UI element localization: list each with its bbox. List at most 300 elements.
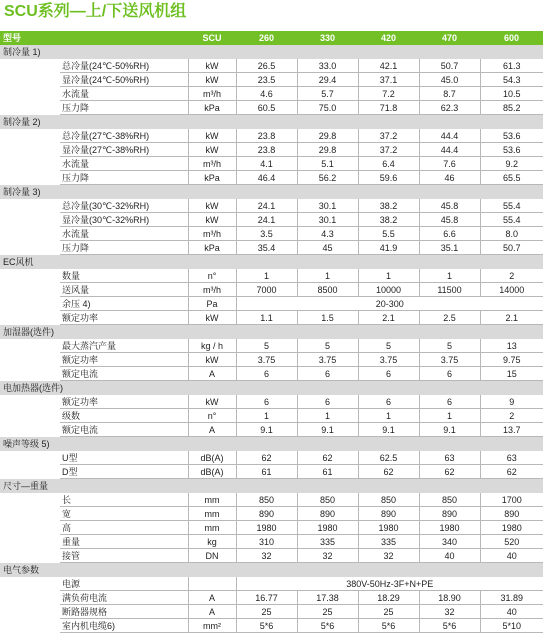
section-title: 电气参数: [0, 563, 543, 578]
row-value: 62.3: [419, 101, 480, 115]
row-value: 7.6: [419, 157, 480, 171]
row-value: 6: [297, 395, 358, 409]
row-indent: [0, 241, 60, 255]
spec-table: [0, 31, 543, 633]
row-unit: Pa: [188, 297, 236, 311]
row-value-merged: 380V-50Hz-3F+N+PE: [236, 577, 543, 591]
row-value: 1980: [236, 521, 297, 535]
table-row: [0, 339, 543, 353]
row-value: 3.75: [236, 353, 297, 367]
section-header: [0, 45, 543, 59]
row-value: 23.8: [236, 129, 297, 143]
row-indent: [0, 101, 60, 115]
row-value: 2.1: [480, 311, 543, 325]
row-value: 61: [236, 465, 297, 479]
row-unit: mm²: [188, 619, 236, 633]
header-unit-label: SCU: [188, 31, 236, 45]
row-value: 55.4: [480, 213, 543, 227]
row-value: 17.38: [297, 591, 358, 605]
table-row: [0, 241, 543, 255]
row-value: 35.4: [236, 241, 297, 255]
row-label: 额定功率: [60, 353, 188, 367]
section-title: 尺寸—重量: [0, 479, 543, 494]
row-indent: [0, 507, 60, 521]
table-row: [0, 535, 543, 549]
row-indent: [0, 395, 60, 409]
row-value: 54.3: [480, 73, 543, 87]
row-value: 62.5: [358, 451, 419, 465]
row-value: 5*6: [419, 619, 480, 633]
section-header: [0, 185, 543, 200]
row-value: 10.5: [480, 87, 543, 101]
row-value: 850: [236, 493, 297, 507]
row-value: 32: [236, 549, 297, 563]
row-unit: kW: [188, 73, 236, 87]
row-value: 6: [236, 395, 297, 409]
row-unit: kPa: [188, 101, 236, 115]
row-value: 53.6: [480, 129, 543, 143]
row-value: 1: [236, 269, 297, 283]
table-row: [0, 465, 543, 479]
row-value: 6: [358, 395, 419, 409]
row-value: 37.1: [358, 73, 419, 87]
section-title: 制冷量 3): [0, 185, 543, 200]
row-value: 850: [419, 493, 480, 507]
row-value: 2: [480, 269, 543, 283]
row-value: 63: [480, 451, 543, 465]
row-value: 18.29: [358, 591, 419, 605]
section-header: [0, 115, 543, 130]
row-indent: [0, 297, 60, 311]
table-row: [0, 87, 543, 101]
row-label: 断路器规格: [60, 605, 188, 619]
row-value: 890: [236, 507, 297, 521]
row-value: 9.1: [236, 423, 297, 437]
section-title: 加湿器(选件): [0, 325, 543, 340]
row-label: 重量: [60, 535, 188, 549]
table-row: [0, 409, 543, 423]
row-label: 额定功率: [60, 311, 188, 325]
row-value: 7000: [236, 283, 297, 297]
row-indent: [0, 465, 60, 479]
row-unit: kW: [188, 395, 236, 409]
row-value: 6.4: [358, 157, 419, 171]
row-value: 310: [236, 535, 297, 549]
row-value: 9.1: [358, 423, 419, 437]
row-value: 13: [480, 339, 543, 353]
row-unit: dB(A): [188, 451, 236, 465]
row-label: U型: [60, 451, 188, 465]
row-indent: [0, 311, 60, 325]
row-value: 35.1: [419, 241, 480, 255]
row-label: 额定电流: [60, 367, 188, 381]
row-value: 1700: [480, 493, 543, 507]
table-row: [0, 101, 543, 115]
section-title: 噪声等级 5): [0, 437, 543, 452]
row-indent: [0, 353, 60, 367]
row-label: 压力降: [60, 241, 188, 255]
row-value: 14000: [480, 283, 543, 297]
table-row: [0, 129, 543, 143]
row-unit: kPa: [188, 171, 236, 185]
row-value: 26.5: [236, 59, 297, 73]
section-title: 制冷量 2): [0, 115, 543, 130]
table-row: [0, 493, 543, 507]
spec-table-container: [0, 31, 543, 633]
row-value: 62: [236, 451, 297, 465]
page-title: SCU系列—上/下送风机组: [4, 3, 187, 20]
row-label: 高: [60, 521, 188, 535]
table-row: [0, 311, 543, 325]
row-value: 85.2: [480, 101, 543, 115]
row-value: 37.2: [358, 143, 419, 157]
row-value: 23.5: [236, 73, 297, 87]
row-value: 5.7: [297, 87, 358, 101]
row-value: 55.4: [480, 199, 543, 213]
row-value: 44.4: [419, 129, 480, 143]
header-model: 600: [480, 31, 543, 45]
row-value: 46: [419, 171, 480, 185]
row-value: 56.2: [297, 171, 358, 185]
header-model: 260: [236, 31, 297, 45]
row-value: 6: [297, 367, 358, 381]
row-value: 30.1: [297, 213, 358, 227]
table-row: [0, 619, 543, 633]
row-value: 1: [419, 269, 480, 283]
row-value: 62: [419, 465, 480, 479]
row-value: 10000: [358, 283, 419, 297]
row-value: 61: [297, 465, 358, 479]
row-indent: [0, 367, 60, 381]
table-row: [0, 269, 543, 283]
row-value: 25: [236, 605, 297, 619]
row-value: 520: [480, 535, 543, 549]
row-value: 5: [419, 339, 480, 353]
row-value: 340: [419, 535, 480, 549]
row-value: 5.1: [297, 157, 358, 171]
header-model: 470: [419, 31, 480, 45]
row-indent: [0, 409, 60, 423]
row-indent: [0, 577, 60, 591]
row-value: 25: [297, 605, 358, 619]
row-unit: kPa: [188, 241, 236, 255]
row-value: 32: [297, 549, 358, 563]
row-unit: dB(A): [188, 465, 236, 479]
section-header: [0, 437, 543, 452]
row-label: 显冷量(24℃-50%RH): [60, 73, 188, 87]
row-indent: [0, 213, 60, 227]
row-value: 32: [419, 605, 480, 619]
row-label: 电源: [60, 577, 188, 591]
row-value: 29.8: [297, 143, 358, 157]
row-value: 38.2: [358, 199, 419, 213]
row-value: 41.9: [358, 241, 419, 255]
row-indent: [0, 171, 60, 185]
table-row: [0, 157, 543, 171]
row-value: 8.7: [419, 87, 480, 101]
row-value: 59.6: [358, 171, 419, 185]
row-label: 压力降: [60, 171, 188, 185]
row-value: 24.1: [236, 213, 297, 227]
row-value: 5: [236, 339, 297, 353]
row-value: 42.1: [358, 59, 419, 73]
row-label: 级数: [60, 409, 188, 423]
row-label: 满负荷电流: [60, 591, 188, 605]
row-value: 29.4: [297, 73, 358, 87]
row-indent: [0, 143, 60, 157]
row-value: 62: [358, 465, 419, 479]
row-unit: m³/h: [188, 227, 236, 241]
row-value: 1: [297, 409, 358, 423]
row-label: 额定功率: [60, 395, 188, 409]
row-unit: n°: [188, 269, 236, 283]
row-value: 8.0: [480, 227, 543, 241]
row-label: 室内机电缆6): [60, 619, 188, 633]
row-unit: A: [188, 423, 236, 437]
row-label: 总冷量(30℃-32%RH): [60, 199, 188, 213]
table-row: [0, 591, 543, 605]
row-value: 75.0: [297, 101, 358, 115]
row-value: 1980: [358, 521, 419, 535]
row-value: 1: [297, 269, 358, 283]
row-value: 1.5: [297, 311, 358, 325]
row-value: 7.2: [358, 87, 419, 101]
row-value: 6.6: [419, 227, 480, 241]
row-unit: mm: [188, 507, 236, 521]
row-value: 16.77: [236, 591, 297, 605]
table-row: [0, 143, 543, 157]
row-value: 45.8: [419, 199, 480, 213]
section-header: [0, 381, 543, 396]
table-row: [0, 507, 543, 521]
row-value: 65.5: [480, 171, 543, 185]
row-unit: kW: [188, 311, 236, 325]
row-value: 62: [480, 465, 543, 479]
section-header: [0, 255, 543, 270]
row-value: 33.0: [297, 59, 358, 73]
row-unit: kW: [188, 213, 236, 227]
row-unit: kg / h: [188, 339, 236, 353]
row-value: 30.1: [297, 199, 358, 213]
row-value: 46.4: [236, 171, 297, 185]
row-value: 850: [297, 493, 358, 507]
row-value: 5*10: [480, 619, 543, 633]
row-value: 5*6: [297, 619, 358, 633]
table-row: [0, 395, 543, 409]
row-value: 5.5: [358, 227, 419, 241]
row-label: 最大蒸汽产量: [60, 339, 188, 353]
row-indent: [0, 549, 60, 563]
row-unit: mm: [188, 521, 236, 535]
row-value: 29.8: [297, 129, 358, 143]
row-label: 数量: [60, 269, 188, 283]
row-value: 9.75: [480, 353, 543, 367]
row-value: 9: [480, 395, 543, 409]
row-value: 45.8: [419, 213, 480, 227]
table-row: [0, 353, 543, 367]
row-unit: kW: [188, 59, 236, 73]
row-label: 总冷量(27℃-38%RH): [60, 129, 188, 143]
row-value: 6: [236, 367, 297, 381]
row-value: 5*6: [236, 619, 297, 633]
row-value: 8500: [297, 283, 358, 297]
row-value: 890: [480, 507, 543, 521]
row-value: 4.3: [297, 227, 358, 241]
row-value: 1: [236, 409, 297, 423]
row-unit: kW: [188, 199, 236, 213]
row-value: 9.1: [419, 423, 480, 437]
row-value: 50.7: [480, 241, 543, 255]
row-value: 37.2: [358, 129, 419, 143]
row-value: 45.0: [419, 73, 480, 87]
row-unit: kW: [188, 129, 236, 143]
row-value: 1: [358, 409, 419, 423]
row-value: 71.8: [358, 101, 419, 115]
row-value: 3.5: [236, 227, 297, 241]
row-value: 40: [419, 549, 480, 563]
row-value: 60.5: [236, 101, 297, 115]
row-value: 6: [419, 367, 480, 381]
table-row: [0, 423, 543, 437]
row-label: 水流量: [60, 227, 188, 241]
row-value: 1980: [297, 521, 358, 535]
row-value: 5*6: [358, 619, 419, 633]
row-value: 1980: [419, 521, 480, 535]
table-row: [0, 451, 543, 465]
table-row: [0, 59, 543, 73]
row-indent: [0, 87, 60, 101]
header-row: [0, 31, 543, 45]
row-value: 1: [419, 409, 480, 423]
row-indent: [0, 521, 60, 535]
row-unit: m³/h: [188, 87, 236, 101]
row-value: 63: [419, 451, 480, 465]
row-indent: [0, 339, 60, 353]
table-row: [0, 549, 543, 563]
row-value: 53.6: [480, 143, 543, 157]
row-value: 890: [297, 507, 358, 521]
section-title: 电加热器(选件): [0, 381, 543, 396]
row-indent: [0, 605, 60, 619]
row-value: 4.1: [236, 157, 297, 171]
row-indent: [0, 73, 60, 87]
row-value: 11500: [419, 283, 480, 297]
row-unit: mm: [188, 493, 236, 507]
row-label: 总冷量(24℃-50%RH): [60, 59, 188, 73]
row-unit: m³/h: [188, 283, 236, 297]
row-value: 2.1: [358, 311, 419, 325]
row-value: 61.3: [480, 59, 543, 73]
row-value: 5: [358, 339, 419, 353]
row-indent: [0, 423, 60, 437]
row-value: 890: [419, 507, 480, 521]
row-label: 接管: [60, 549, 188, 563]
row-unit: A: [188, 367, 236, 381]
row-label: 额定电流: [60, 423, 188, 437]
table-row: [0, 213, 543, 227]
row-indent: [0, 451, 60, 465]
table-row: [0, 199, 543, 213]
row-value: 24.1: [236, 199, 297, 213]
table-row: [0, 283, 543, 297]
row-value: 850: [358, 493, 419, 507]
row-unit: kW: [188, 353, 236, 367]
row-label: D型: [60, 465, 188, 479]
row-value: 9.1: [297, 423, 358, 437]
row-indent: [0, 535, 60, 549]
row-value: 6: [419, 395, 480, 409]
row-value: 44.4: [419, 143, 480, 157]
row-value: 25: [358, 605, 419, 619]
section-header: [0, 325, 543, 340]
row-label: 水流量: [60, 87, 188, 101]
row-label: 余压 4): [60, 297, 188, 311]
row-value: 1: [358, 269, 419, 283]
row-value: 5: [297, 339, 358, 353]
row-unit: DN: [188, 549, 236, 563]
row-label: 显冷量(27℃-38%RH): [60, 143, 188, 157]
row-indent: [0, 129, 60, 143]
row-value: 31.89: [480, 591, 543, 605]
table-row: [0, 73, 543, 87]
table-row: [0, 227, 543, 241]
row-value: 40: [480, 549, 543, 563]
header-model: 420: [358, 31, 419, 45]
row-value: 38.2: [358, 213, 419, 227]
row-value: 4.6: [236, 87, 297, 101]
row-label: 水流量: [60, 157, 188, 171]
row-value: 3.75: [358, 353, 419, 367]
row-indent: [0, 227, 60, 241]
row-indent: [0, 59, 60, 73]
row-indent: [0, 199, 60, 213]
row-indent: [0, 591, 60, 605]
table-row: [0, 577, 543, 591]
table-row: [0, 171, 543, 185]
header-model: 330: [297, 31, 358, 45]
table-row: [0, 297, 543, 311]
row-value: 1980: [480, 521, 543, 535]
row-label: 显冷量(30℃-32%RH): [60, 213, 188, 227]
row-label: 压力降: [60, 101, 188, 115]
section-title: EC风机: [0, 255, 543, 270]
table-row: [0, 605, 543, 619]
row-unit: A: [188, 605, 236, 619]
row-unit: kW: [188, 143, 236, 157]
row-label: 宽: [60, 507, 188, 521]
row-value: 3.75: [297, 353, 358, 367]
table-row: [0, 367, 543, 381]
section-header: [0, 563, 543, 578]
row-indent: [0, 619, 60, 633]
row-unit: A: [188, 591, 236, 605]
row-value: 890: [358, 507, 419, 521]
row-value: 3.75: [419, 353, 480, 367]
row-indent: [0, 283, 60, 297]
row-value: 13.7: [480, 423, 543, 437]
row-indent: [0, 157, 60, 171]
row-unit: kg: [188, 535, 236, 549]
row-label: 长: [60, 493, 188, 507]
row-value: 18.90: [419, 591, 480, 605]
section-header: [0, 479, 543, 494]
row-value: 335: [297, 535, 358, 549]
row-value: 45: [297, 241, 358, 255]
row-unit: n°: [188, 409, 236, 423]
row-indent: [0, 493, 60, 507]
row-value: 2: [480, 409, 543, 423]
section-title: 制冷量 1): [0, 45, 543, 59]
